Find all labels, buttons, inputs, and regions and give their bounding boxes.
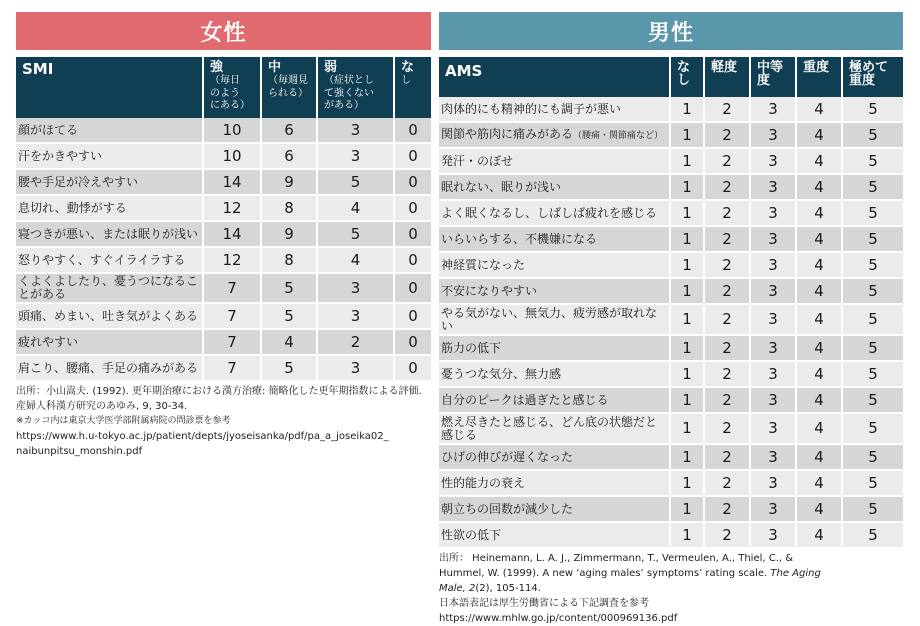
- smi-table-body: [16, 118, 431, 382]
- male-source: [439, 551, 903, 626]
- score-cell: 4: [797, 362, 843, 388]
- level-column-header: [204, 57, 262, 118]
- symptom-cell: [439, 471, 671, 497]
- male-source-text: Hummel, W. (1999). A new ‘aging males’ symptoms’ rating scale.: [439, 568, 768, 579]
- score-cell: 1: [671, 414, 705, 445]
- score-cell: 5: [843, 97, 903, 123]
- column-header-sub: （症状とし: [324, 75, 374, 86]
- score-cell: 5: [843, 414, 903, 445]
- score-cell: 2: [705, 253, 751, 279]
- symptom-text: 性的能力の衰え: [441, 475, 526, 490]
- score-cell: 5: [318, 222, 395, 248]
- ams-row: [439, 149, 903, 175]
- female-source-line: 産婦人科漢方研究のあゆみ, 9, 30-34.: [16, 401, 188, 412]
- score-cell: 5: [262, 304, 318, 330]
- male-source-line: [439, 581, 903, 596]
- score-cell: 3: [318, 304, 395, 330]
- ams-row: [439, 123, 903, 149]
- symptom-text: 肉体的にも精神的にも調子が悪い: [441, 101, 622, 116]
- score-cell: 0: [395, 330, 431, 356]
- score-cell: 3: [751, 123, 797, 149]
- male-source-note: 日本語表記は厚生労働省による下記調査を参考: [439, 598, 649, 609]
- symptom-cell: [439, 523, 671, 549]
- score-cell: 4: [797, 414, 843, 445]
- score-cell: 2: [705, 388, 751, 414]
- score-cell: 1: [671, 175, 705, 201]
- ams-row: [439, 336, 903, 362]
- severity-column-header: [797, 57, 843, 97]
- column-header-label: 極めて: [849, 60, 889, 75]
- score-cell: 0: [395, 196, 431, 222]
- score-cell: 6: [262, 144, 318, 170]
- column-header-label: 強: [210, 60, 224, 75]
- score-cell: 12: [204, 196, 262, 222]
- ams-row: [439, 253, 903, 279]
- column-header-label: SMI: [22, 60, 54, 78]
- female-source-url: https://www.h.u-tokyo.ac.jp/patient/depts/jyoseisanka/pdf/pa_a_joseika02_: [16, 431, 389, 442]
- score-cell: 0: [395, 356, 431, 382]
- score-cell: 5: [843, 388, 903, 414]
- score-cell: 4: [797, 497, 843, 523]
- symptom-text: いらいらする、不機嫌になる: [441, 231, 598, 246]
- column-header-label: 度: [757, 73, 771, 88]
- ams-row: [439, 414, 903, 445]
- score-cell: 1: [671, 123, 705, 149]
- ams-row: [439, 523, 903, 549]
- score-cell: 9: [262, 222, 318, 248]
- score-cell: 0: [395, 304, 431, 330]
- score-cell: 12: [204, 248, 262, 274]
- male-source-line: 出所： Heinemann, L. A. J., Zimmermann, T., Vermeulen, A., Thiel, C., &: [439, 553, 794, 564]
- smi-row: [16, 170, 431, 196]
- symptom-cell: [439, 253, 671, 279]
- score-cell: 3: [318, 144, 395, 170]
- symptom-cell: [439, 362, 671, 388]
- male-source-journal: The Aging: [767, 568, 821, 579]
- column-header-label: な: [677, 60, 691, 75]
- score-cell: 3: [751, 414, 797, 445]
- score-cell: 4: [797, 523, 843, 549]
- score-cell: 2: [705, 523, 751, 549]
- score-cell: 1: [671, 388, 705, 414]
- column-header-sub: し: [401, 75, 411, 86]
- symptom-cell: [439, 497, 671, 523]
- score-cell: 2: [705, 123, 751, 149]
- female-source: [16, 384, 431, 459]
- symptom-cell: [439, 279, 671, 305]
- score-cell: 5: [843, 362, 903, 388]
- score-cell: 5: [843, 253, 903, 279]
- score-cell: 1: [671, 227, 705, 253]
- column-header-sub: がある）: [324, 100, 364, 111]
- score-cell: 4: [797, 253, 843, 279]
- score-cell: 5: [843, 305, 903, 336]
- symptom-cell: [439, 336, 671, 362]
- score-cell: 3: [751, 253, 797, 279]
- column-header-label: 中等: [757, 60, 784, 75]
- male-source-url: https://www.mhlw.go.jp/content/000969136.pdf: [439, 613, 678, 624]
- ams-table: [439, 57, 903, 549]
- score-cell: 1: [671, 253, 705, 279]
- symptom-text: やる気がない、無気力、疲労感が取れない: [441, 305, 658, 333]
- score-cell: 3: [751, 149, 797, 175]
- male-panel: [439, 12, 903, 626]
- symptom-cell: [439, 388, 671, 414]
- score-cell: 2: [705, 305, 751, 336]
- score-cell: 3: [751, 175, 797, 201]
- smi-row: [16, 118, 431, 144]
- symptom-text: 憂うつな気分、無力感: [441, 366, 562, 381]
- symptom-cell: 疲れやすい: [16, 330, 204, 356]
- smi-row: [16, 274, 431, 304]
- symptom-text: 燃え尽きたと感じる、どん底の状態だと感じる: [441, 414, 658, 442]
- female-source-note: ※カッコ内は東京大学医学部附属病院の問診票を参考: [16, 416, 231, 426]
- symptom-text: 自分のピークは過ぎたと感じる: [441, 392, 609, 407]
- column-header-label: し: [677, 73, 691, 88]
- score-cell: 4: [797, 471, 843, 497]
- symptom-text: 性欲の低下: [441, 527, 502, 542]
- score-cell: 1: [671, 523, 705, 549]
- score-cell: 5: [843, 201, 903, 227]
- symptom-cell: 汗をかきやすい: [16, 144, 204, 170]
- symptom-cell: [439, 123, 671, 149]
- female-banner: 女性: [16, 12, 431, 50]
- ams-table-header: [439, 57, 903, 97]
- score-cell: 3: [751, 471, 797, 497]
- score-cell: 2: [705, 175, 751, 201]
- score-cell: 5: [262, 356, 318, 382]
- score-cell: 0: [395, 118, 431, 144]
- male-source-journal: Male, 2: [439, 583, 476, 594]
- score-cell: 4: [318, 196, 395, 222]
- score-cell: 7: [204, 330, 262, 356]
- smi-table: [16, 57, 431, 382]
- score-cell: 2: [705, 201, 751, 227]
- score-cell: 5: [843, 227, 903, 253]
- score-cell: 1: [671, 305, 705, 336]
- score-cell: 3: [318, 356, 395, 382]
- male-source-text: (2), 105-114.: [475, 583, 541, 594]
- score-cell: 4: [797, 336, 843, 362]
- symptom-text: 関節や筋肉に痛みがある: [441, 126, 574, 141]
- symptom-cell: [439, 414, 671, 445]
- ams-row: [439, 279, 903, 305]
- ams-row: [439, 445, 903, 471]
- smi-row: [16, 304, 431, 330]
- score-cell: 0: [395, 222, 431, 248]
- ams-column-header: [439, 57, 671, 97]
- score-cell: 8: [262, 196, 318, 222]
- ams-row: [439, 175, 903, 201]
- score-cell: 4: [262, 330, 318, 356]
- score-cell: 4: [318, 248, 395, 274]
- score-cell: 4: [797, 97, 843, 123]
- column-header-sub: にある）: [210, 100, 250, 111]
- symptom-cell: 頭痛、めまい、吐き気がよくある: [16, 304, 204, 330]
- symptom-note: （腰痛・関節痛など）: [573, 130, 664, 141]
- score-cell: 3: [751, 445, 797, 471]
- score-cell: 1: [671, 201, 705, 227]
- symptom-cell: [439, 445, 671, 471]
- symptom-cell: 寝つきが悪い、または眠りが浅い: [16, 222, 204, 248]
- column-header-label: な: [401, 60, 415, 75]
- symptom-text: 朝立ちの回数が減少した: [441, 501, 574, 516]
- score-cell: 2: [705, 414, 751, 445]
- symptom-text: 眠れない、眠りが浅い: [441, 179, 562, 194]
- score-cell: 2: [318, 330, 395, 356]
- score-cell: 4: [797, 227, 843, 253]
- symptom-text: 神経質になった: [441, 257, 526, 272]
- symptom-cell: くよくよしたり、憂うつになることがある: [16, 274, 204, 304]
- column-header-label: 中: [268, 60, 282, 75]
- symptom-text: 不安になりやすい: [441, 283, 538, 298]
- score-cell: 3: [318, 274, 395, 304]
- ams-row: [439, 388, 903, 414]
- female-source-line: 出所：小山嵩夫. (1992). 更年期治療における漢方治療: 簡略化した更年期指数による評価.: [16, 386, 422, 397]
- score-cell: 3: [318, 118, 395, 144]
- score-cell: 8: [262, 248, 318, 274]
- male-banner: 男性: [439, 12, 903, 50]
- score-cell: 5: [843, 175, 903, 201]
- level-column-header: [318, 57, 395, 118]
- score-cell: 5: [843, 497, 903, 523]
- symptom-text: よく眠くなるし、しばしば疲れを感じる: [441, 205, 658, 220]
- score-cell: 1: [671, 471, 705, 497]
- score-cell: 2: [705, 445, 751, 471]
- column-header-sub: （毎日: [210, 75, 240, 86]
- score-cell: 4: [797, 149, 843, 175]
- score-cell: 4: [797, 123, 843, 149]
- symptom-cell: [439, 175, 671, 201]
- score-cell: 4: [797, 201, 843, 227]
- score-cell: 3: [751, 97, 797, 123]
- score-cell: 5: [843, 523, 903, 549]
- score-cell: 3: [751, 305, 797, 336]
- symptom-text: 発汗・のぼせ: [441, 153, 514, 168]
- score-cell: 4: [797, 388, 843, 414]
- symptom-cell: 顔がほてる: [16, 118, 204, 144]
- smi-column-header: [16, 57, 204, 118]
- score-cell: 1: [671, 445, 705, 471]
- smi-table-header: [16, 57, 431, 118]
- score-cell: 4: [797, 279, 843, 305]
- ams-row: [439, 497, 903, 523]
- score-cell: 2: [705, 497, 751, 523]
- male-source-line: [439, 566, 903, 581]
- symptom-cell: [439, 97, 671, 123]
- severity-column-header: [705, 57, 751, 97]
- symptom-cell: 息切れ、動悸がする: [16, 196, 204, 222]
- score-cell: 0: [395, 274, 431, 304]
- severity-column-header: [843, 57, 903, 97]
- score-cell: 3: [751, 362, 797, 388]
- ams-row: [439, 97, 903, 123]
- score-cell: 5: [318, 170, 395, 196]
- score-cell: 1: [671, 336, 705, 362]
- ams-row: [439, 305, 903, 336]
- score-cell: 4: [797, 445, 843, 471]
- column-header-label: 弱: [324, 60, 338, 75]
- score-cell: 5: [262, 274, 318, 304]
- level-column-header: [395, 57, 431, 118]
- level-column-header: [262, 57, 318, 118]
- column-header-sub: て強くない: [324, 87, 374, 99]
- column-header-label: AMS: [445, 62, 483, 80]
- score-cell: 3: [751, 497, 797, 523]
- score-cell: 6: [262, 118, 318, 144]
- smi-row: [16, 330, 431, 356]
- score-cell: 4: [797, 305, 843, 336]
- score-cell: 5: [843, 445, 903, 471]
- symptom-cell: [439, 305, 671, 336]
- score-cell: 10: [204, 118, 262, 144]
- column-header-sub: のよう: [210, 87, 240, 99]
- ams-row: [439, 471, 903, 497]
- score-cell: 14: [204, 222, 262, 248]
- severity-column-header: [751, 57, 797, 97]
- score-cell: 2: [705, 227, 751, 253]
- score-cell: 0: [395, 248, 431, 274]
- score-cell: 4: [797, 175, 843, 201]
- score-cell: 3: [751, 388, 797, 414]
- female-source-url: naibunpitsu_monshin.pdf: [16, 446, 143, 457]
- score-cell: 2: [705, 471, 751, 497]
- score-cell: 2: [705, 362, 751, 388]
- score-cell: 7: [204, 304, 262, 330]
- score-cell: 5: [843, 471, 903, 497]
- score-cell: 2: [705, 149, 751, 175]
- symptom-cell: 腰や手足が冷えやすい: [16, 170, 204, 196]
- score-cell: 5: [843, 279, 903, 305]
- column-header-label: 重度: [803, 60, 830, 75]
- score-cell: 1: [671, 362, 705, 388]
- symptom-cell: [439, 149, 671, 175]
- column-header-sub: （毎週見: [268, 75, 308, 86]
- score-cell: 2: [705, 336, 751, 362]
- smi-row: [16, 144, 431, 170]
- smi-row: [16, 196, 431, 222]
- symptom-cell: 肩こり、腰痛、手足の痛みがある: [16, 356, 204, 382]
- smi-row: [16, 248, 431, 274]
- score-cell: 1: [671, 149, 705, 175]
- symptom-cell: 怒りやすく、すぐイライラする: [16, 248, 204, 274]
- column-header-label: 軽度: [711, 60, 738, 75]
- score-cell: 9: [262, 170, 318, 196]
- score-cell: 1: [671, 279, 705, 305]
- female-panel: [16, 12, 431, 459]
- score-cell: 7: [204, 356, 262, 382]
- smi-row: [16, 222, 431, 248]
- ams-row: [439, 227, 903, 253]
- ams-row: [439, 201, 903, 227]
- score-cell: 3: [751, 523, 797, 549]
- score-cell: 0: [395, 170, 431, 196]
- score-cell: 2: [705, 279, 751, 305]
- severity-column-header: [671, 57, 705, 97]
- symptom-text: ひげの伸びが遅くなった: [441, 449, 574, 464]
- symptom-text: 筋力の低下: [441, 340, 502, 355]
- score-cell: 14: [204, 170, 262, 196]
- score-cell: 1: [671, 97, 705, 123]
- score-cell: 3: [751, 227, 797, 253]
- column-header-sub: られる）: [268, 87, 308, 99]
- score-cell: 10: [204, 144, 262, 170]
- score-cell: 1: [671, 497, 705, 523]
- score-cell: 0: [395, 144, 431, 170]
- score-cell: 5: [843, 336, 903, 362]
- score-cell: 5: [843, 123, 903, 149]
- score-cell: 3: [751, 336, 797, 362]
- ams-table-body: [439, 97, 903, 549]
- symptom-cell: [439, 201, 671, 227]
- ams-row: [439, 362, 903, 388]
- score-cell: 3: [751, 201, 797, 227]
- score-cell: 2: [705, 97, 751, 123]
- score-cell: 3: [751, 279, 797, 305]
- score-cell: 5: [843, 149, 903, 175]
- column-header-label: 重度: [849, 73, 876, 88]
- symptom-cell: [439, 227, 671, 253]
- smi-row: [16, 356, 431, 382]
- score-cell: 7: [204, 274, 262, 304]
